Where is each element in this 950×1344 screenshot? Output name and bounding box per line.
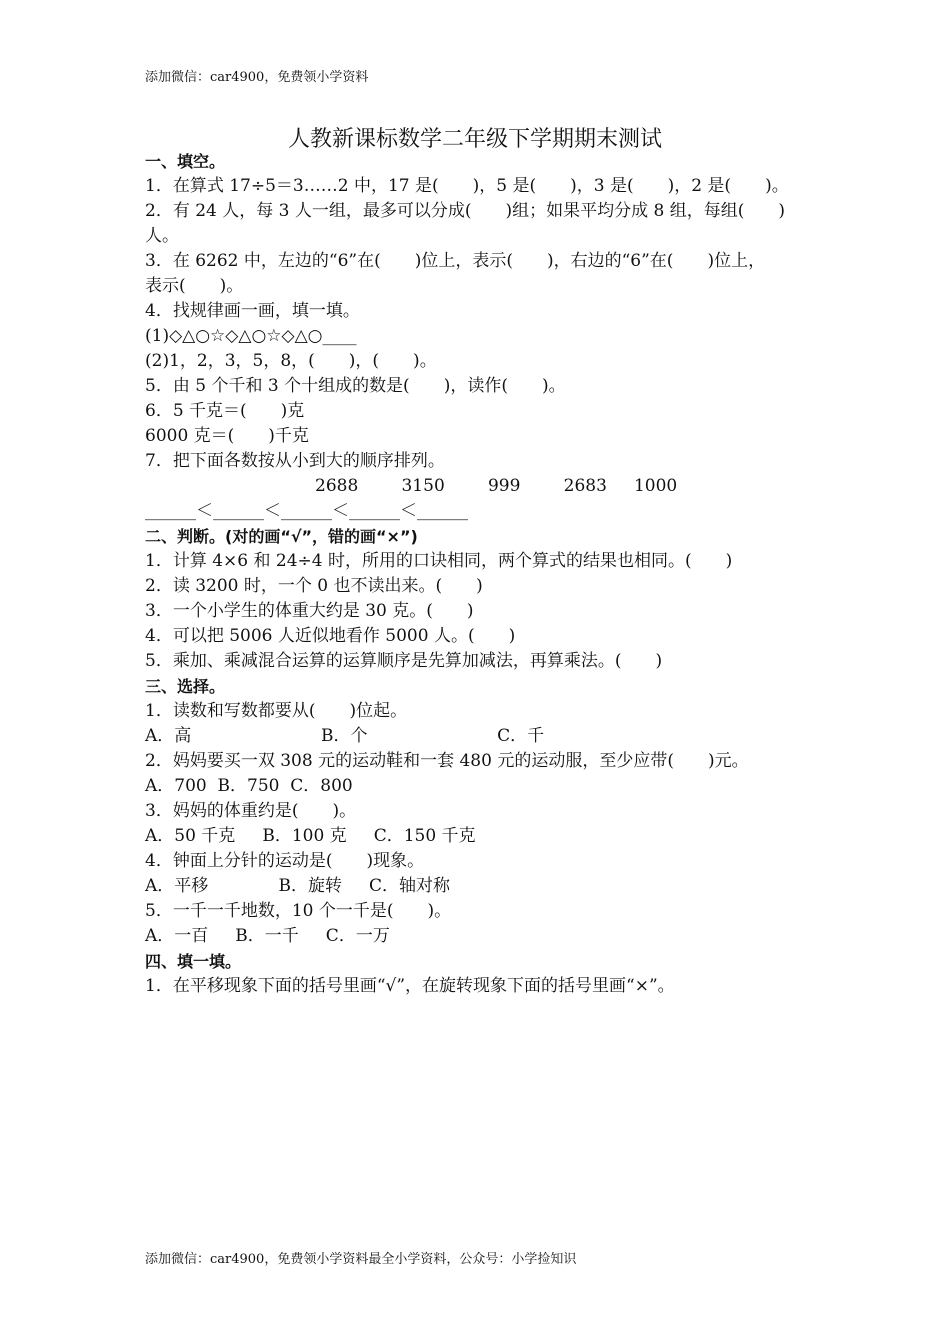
header-note: 添加微信：car4900，免费领小学资料 <box>145 70 369 85</box>
question-line: 5．一千一千地数，10 个一千是( )。 <box>145 901 452 921</box>
question-line: 4．找规律画一画，填一填。 <box>145 301 360 321</box>
page-title: 人教新课标数学二年级下学期期末测试 <box>287 127 662 152</box>
question-line: 2．读 3200 时，一个 0 也不读出来。( ) <box>145 576 483 596</box>
question-line: 4．可以把 5006 人近似地看作 5000 人。( ) <box>145 626 516 646</box>
question-line: A．高 B．个 C．千 <box>145 726 545 746</box>
question-line: A．50 千克 B．100 克 C．150 千克 <box>145 826 476 846</box>
question-line: 5．由 5 个千和 3 个十组成的数是( )，读作( )。 <box>145 376 566 396</box>
question-line: 人。 <box>145 226 179 246</box>
question-line: 1．在算式 17÷5＝3……2 中，17 是( )，5 是( )，3 是( )，2 是( )。 <box>145 176 789 196</box>
question-line: A．平移 B．旋转 C．轴对称 <box>145 876 451 896</box>
question-line: (1)◇△○☆◇△○☆◇△○____ <box>145 326 357 346</box>
question-line: 7．把下面各数按从小到大的顺序排列。 <box>145 451 445 471</box>
question-line: 1．读数和写数都要从( )位起。 <box>145 701 408 721</box>
question-line: 3．妈妈的体重约是( )。 <box>145 801 357 821</box>
question-line: 3．一个小学生的体重大约是 30 克。( ) <box>145 601 474 621</box>
question-line: 表示( )。 <box>145 276 244 296</box>
question-line: 1．计算 4×6 和 24÷4 时，所用的口诀相同，两个算式的结果也相同。( ) <box>145 551 733 571</box>
section-heading: 二、判断。(对的画“√”，错的画“×”) <box>145 527 418 546</box>
question-line: 1．在平移现象下面的括号里画“√”，在旋转现象下面的括号里画“×”。 <box>145 976 675 996</box>
question-line: A．一百 B．一千 C．一万 <box>145 926 390 946</box>
question-line: A．700 B．750 C．800 <box>145 776 353 796</box>
question-line: 2．有 24 人，每 3 人一组，最多可以分成( )组；如果平均分成 8 组，每组( ) <box>145 201 786 221</box>
section-heading: 一、填空。 <box>145 152 226 171</box>
question-line: 6000 克＝( )千克 <box>145 426 309 446</box>
question-line: 4．钟面上分针的运动是( )现象。 <box>145 851 425 871</box>
question-line: 2．妈妈要买一双 308 元的运动鞋和一套 480 元的运动服，至少应带( )元。 <box>145 751 749 771</box>
section-heading: 四、填一填。 <box>145 952 242 971</box>
question-line: 5．乘加、乘减混合运算的运算顺序是先算加减法，再算乘法。( ) <box>145 651 663 671</box>
question-line: 6．5 千克＝( )克 <box>145 401 305 421</box>
question-line: (2)1，2，3，5，8，( )，( )。 <box>145 351 437 371</box>
question-line: 2688 3150 999 2683 1000 <box>315 476 678 496</box>
question-line: ______＜______＜______＜______＜______ <box>145 501 468 521</box>
question-line: 3．在 6262 中，左边的“6”在( )位上，表示( )，右边的“6”在( )位上， <box>145 251 766 271</box>
footer-note: 添加微信：car4900，免费领小学资料最全小学资料，公众号：小学捡知识 <box>145 1252 577 1267</box>
section-heading: 三、选择。 <box>145 677 226 696</box>
exam-content <box>145 149 815 999</box>
